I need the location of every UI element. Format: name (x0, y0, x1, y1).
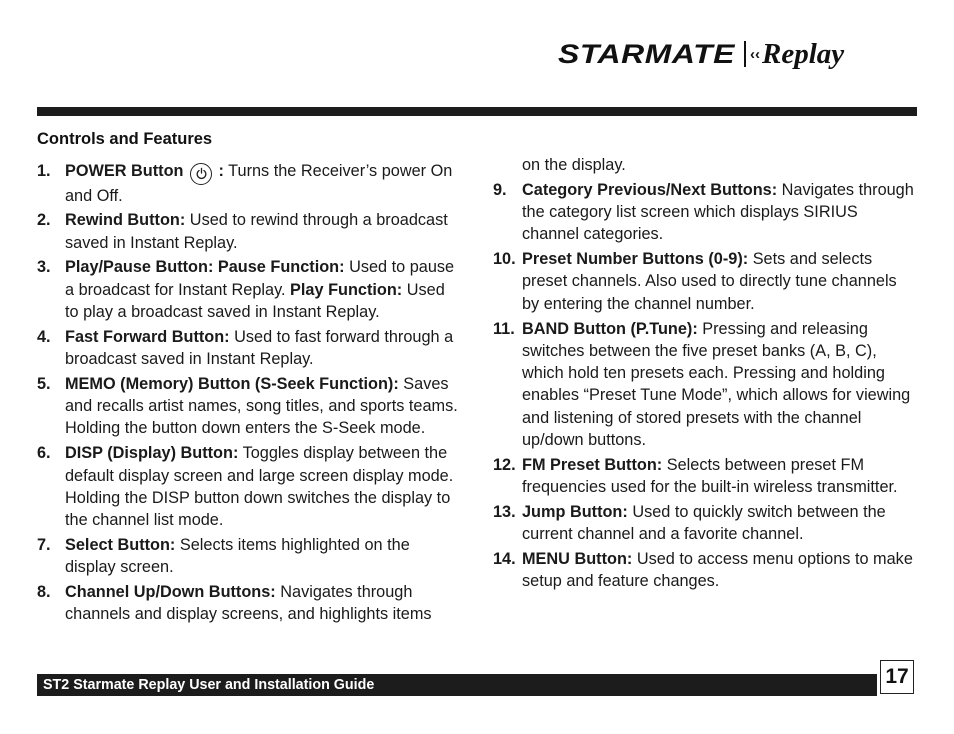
item-label: Fast Forward Button: (65, 327, 230, 346)
list-item (493, 454, 918, 499)
item-text: Used to fast forward through a broadcast saved in Instant Replay. (65, 327, 454, 369)
item-label: FM Preset Button: (522, 455, 663, 474)
list-item (37, 256, 462, 323)
list-item (37, 373, 462, 440)
item-continuation: on the display. (522, 156, 626, 174)
item-label-colon: : (214, 162, 224, 180)
item-number: 14. (493, 550, 516, 569)
item-number: 7. (37, 535, 51, 554)
item-text: Pressing and releasing switches between the five preset banks (A, B, C), which hold ten presets each. Pressing and holding enables “Preset Tune Mode”, which allows for viewing and listening of stored presets with the channel up/down buttons. (522, 319, 911, 450)
item-text: Selects items highlighted on the display screen. (65, 535, 410, 577)
item-text: Used to access menu options to make setup and feature changes. (522, 550, 913, 591)
item-number: 10. (493, 250, 516, 269)
item-text: Navigates through channels and display screens, and highlights items (65, 583, 432, 624)
item-label: Preset Number Buttons (0-9): (522, 250, 749, 269)
item-label-secondary: Play Function: (290, 280, 403, 299)
item-text: Toggles display between the default display screen and large screen display mode. Holding the DISP button down switches the display to the channel list mode. (65, 444, 454, 530)
item-label: MEMO (Memory) Button (S-Seek Function): (65, 374, 399, 393)
item-text-secondary: Used to play a broadcast saved in Instant Replay. (65, 280, 445, 321)
item-label: POWER Button (65, 162, 184, 180)
logo-replay-text: Replay (761, 37, 845, 70)
item-text: Saves and recalls artist names, song titles, and sports teams. Holding the button down enters the S-Seek mode. (65, 374, 458, 438)
item-text: Navigates through the category list screen which displays SIRIUS channel categories. (522, 180, 914, 244)
item-number: 3. (37, 258, 51, 277)
item-text: Selects between preset FM frequencies used for the built-in wireless transmitter. (522, 455, 898, 497)
list-item (493, 179, 918, 246)
list-item (493, 248, 918, 315)
item-text: Sets and selects preset channels. Also used to directly tune channels by entering the channel number. (522, 250, 897, 313)
logo-arrows-icon: ‹‹ (749, 45, 760, 63)
item-label: Select Button: (65, 535, 176, 554)
list-item (493, 318, 918, 452)
item-label: Category Previous/Next Buttons: (522, 180, 778, 199)
list-item (493, 501, 918, 546)
power-icon (190, 163, 212, 185)
list-item (37, 581, 462, 626)
item-label: DISP (Display) Button: (65, 444, 239, 463)
list-item (37, 209, 462, 254)
header-rule (37, 107, 917, 116)
list-item (37, 326, 462, 371)
starmate-replay-logo (558, 34, 918, 74)
item-label: MENU Button: (522, 550, 633, 569)
item-label: Channel Up/Down Buttons: (65, 583, 276, 602)
footer-guide-title: ST2 Starmate Replay User and Installation Guide (37, 674, 877, 696)
logo-divider (744, 41, 746, 67)
item-number: 11. (493, 319, 515, 338)
section-title: Controls and Features (37, 130, 213, 148)
item-number: 8. (37, 583, 51, 602)
item-text: Turns the Receiver’s power On and Off. (65, 162, 453, 205)
item-text: Used to pause a broadcast for Instant Replay. (65, 258, 455, 299)
item-number: 5. (37, 374, 51, 393)
item-number: 4. (37, 327, 51, 346)
item-text: Used to rewind through a broadcast saved in Instant Replay. (65, 211, 448, 252)
item-label: BAND Button (P.Tune): (522, 319, 698, 338)
item-number: 6. (37, 444, 51, 463)
list-item (493, 548, 918, 593)
item-number: 1. (37, 162, 51, 180)
item-label: Rewind Button: (65, 211, 186, 230)
item-number: 13. (493, 502, 516, 521)
item-number: 9. (493, 180, 507, 199)
list-item (37, 534, 462, 579)
left-column (37, 160, 462, 628)
item-number: 2. (37, 211, 51, 230)
item-text: Used to quickly switch between the current channel and a favorite channel. (522, 502, 886, 544)
logo-starmate-text: STARMATE (558, 38, 735, 69)
item-label: Jump Button: (522, 502, 628, 521)
item-number: 12. (493, 455, 516, 474)
item-label: Play/Pause Button: Pause Function: (65, 258, 345, 277)
list-item (37, 442, 462, 531)
list-item (37, 160, 462, 207)
right-column (493, 154, 918, 595)
page-number: 17 (880, 660, 914, 694)
